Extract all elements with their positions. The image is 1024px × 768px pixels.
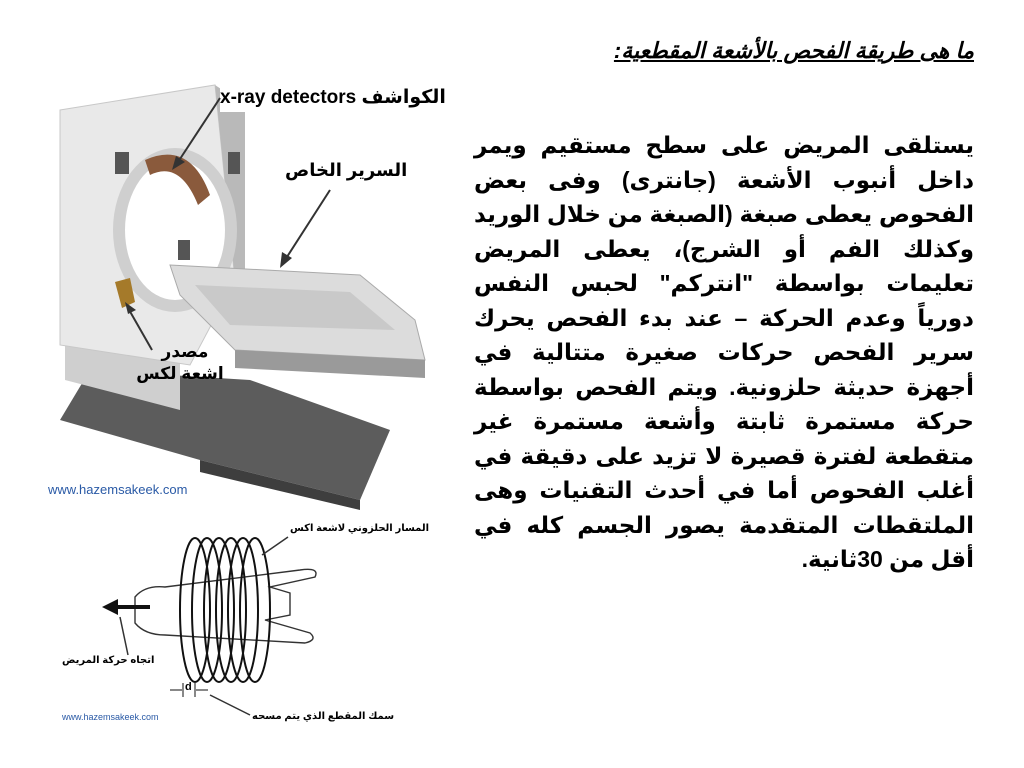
slice-thickness-label: سمك المقطع الذي يتم مسحه: [252, 711, 395, 722]
detectors-label: [220, 86, 446, 109]
helical-scan-diagram: [40, 515, 430, 725]
source-label-line2: اشعة لكس: [136, 364, 224, 383]
bed-arrow: [285, 190, 330, 260]
page-heading: ما هى طريقة الفحص بالأشعة المقطعية:: [613, 38, 974, 63]
ct-scanner-drawing: [30, 80, 470, 510]
patient-outline: [135, 569, 316, 643]
source-label-line1: مصدر: [161, 342, 209, 361]
patient-direction-label: اتجاه حركة المريض: [62, 655, 155, 666]
scanner-website: www.hazemsakeek.com: [48, 482, 188, 497]
detectors-label-ar: الكواشف: [361, 87, 446, 108]
helical-rings: [180, 538, 270, 682]
diagram-website: www.hazemsakeek.com: [62, 712, 159, 722]
detectors-label-en: x-ray detectors: [220, 87, 357, 108]
slice-d-label: d: [185, 681, 192, 693]
bed-label: السرير الخاص: [285, 160, 408, 180]
helical-scan-drawing: [40, 515, 420, 725]
helical-path-label: المسار الحلزوني لاشعة اكس: [290, 523, 430, 534]
body-paragraph: يستلقى المريض على سطح مستقيم ويمر داخل أنبوب الأشعة (جانترى) وفى بعض الفحوص يعطى صبغة (الصبغة من خلال الوريد وكذلك الفم أو الشرج)، يعطى المريض تعليمات بواسطة "انتركم" لحبس النفس دورياً وعدم الحركة – عند بدء الفحص يحرك سرير الفحص حركات صغيرة متتالية في أجهزة حديثة حلزونية. ويتم الفحص بواسطة حركة مستمرة ثابتة وأشعة مستمرة غير متقطعة لفترة قصيرة لا تزيد على دقيقة في أغلب الفحوص أما في أحدث التقنيات وهى الملتقطات المتقدمة يصور الجسم كله في أقل من 30ثانية.: [474, 132, 974, 572]
ct-scanner-illustration: [30, 80, 470, 510]
